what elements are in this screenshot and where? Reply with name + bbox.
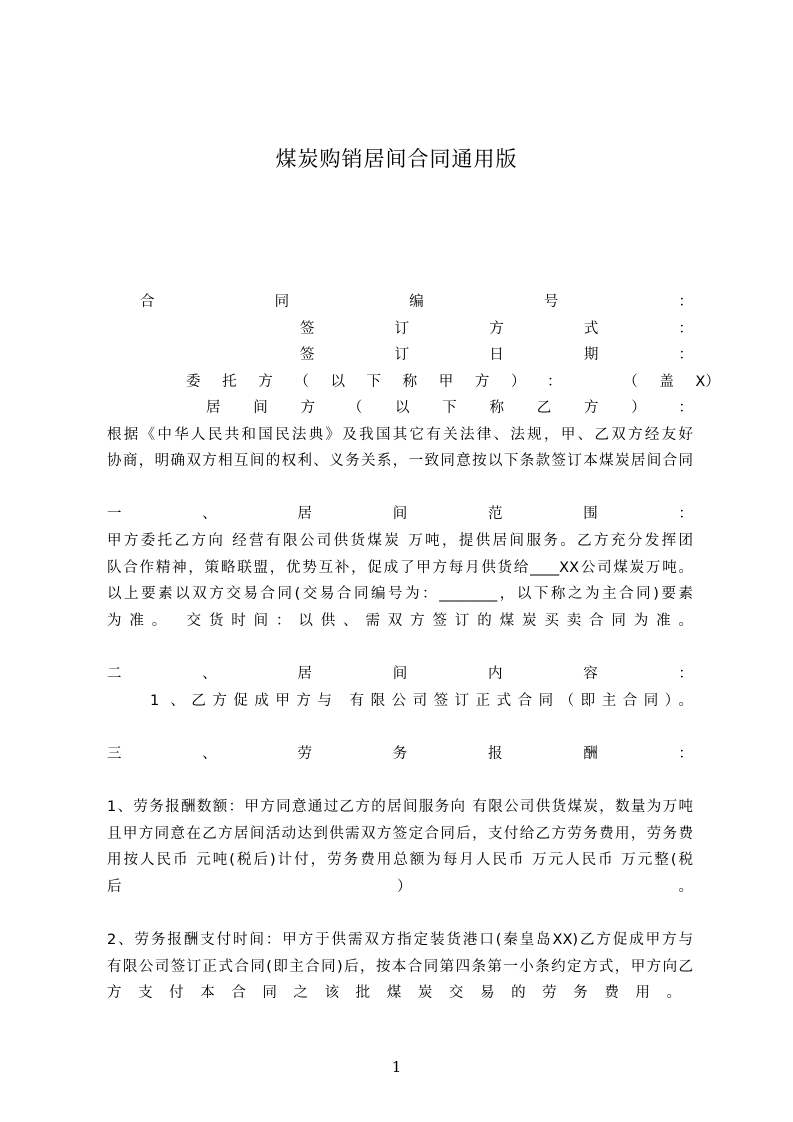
- heading-char: 报: [488, 746, 503, 762]
- paragraph-line: 以上要素以双方交易合同(交易合同编号为：________，以下称之为主合同)要素: [107, 586, 693, 602]
- contract-number-field: [140, 292, 693, 312]
- heading-char: 居: [297, 666, 312, 682]
- heading-char: 内: [488, 666, 503, 682]
- field-char: 乙: [536, 400, 552, 416]
- field-char: 盖: [659, 374, 674, 390]
- heading-char: 一: [107, 506, 122, 522]
- field-char: 方: [489, 321, 504, 337]
- clause-line: 用按人民币 元吨(税后)计付，劳务费用总额为每月人民币 万元人民币 万元整(税: [107, 852, 693, 868]
- clause-char: 后: [107, 879, 122, 895]
- clause-line: 且甲方同意在乙方居间活动达到供需双方签定合同后，支付给乙方劳务费用，劳务费: [107, 826, 693, 842]
- heading-char: 围: [583, 506, 598, 522]
- field-char: 期: [583, 347, 599, 363]
- section-heading-content: [107, 664, 693, 684]
- page-number: 1: [391, 1058, 402, 1076]
- section-heading-scope: [107, 504, 693, 524]
- field-char: 号: [543, 294, 559, 310]
- field-char: （: [623, 374, 638, 390]
- field-char: 方: [584, 400, 599, 416]
- field-char: 同: [274, 294, 290, 310]
- field-char: 日: [489, 347, 504, 363]
- field-char: ：: [678, 347, 693, 363]
- field-char: 以: [330, 374, 345, 390]
- field-char: （: [347, 400, 363, 416]
- intro-line: 协商，明确双方相互间的权利、义务关系，一致同意按以下条款签订本煤炭居间合同: [107, 453, 693, 469]
- field-char: ）: [510, 374, 526, 390]
- intro-line: 根据《中华人民共和国民法典》及我国其它有关法律、法规，甲、乙双方经友好: [107, 427, 693, 443]
- sign-date-field: [300, 345, 693, 365]
- document-title: 煤炭购销居间合同通用版: [275, 147, 518, 171]
- field-char: ）: [631, 400, 646, 416]
- client-party-field: [186, 372, 720, 392]
- field-char: 方: [300, 400, 315, 416]
- clause-line: 有限公司签订正式合同(即主合同)后，按本合同第四条第一小条约定方式，甲方向乙: [107, 959, 693, 975]
- field-char: ：: [678, 400, 693, 416]
- paragraph-line: 为准。 交货时间：以供、需双方签订的煤炭买卖合同为准。: [107, 613, 693, 629]
- field-char: 式: [583, 321, 599, 337]
- clause-line: 2、劳务报酬支付时间：甲方于供需双方指定装货港口(秦皇岛XX)乙方促成甲方与: [107, 932, 693, 948]
- field-char: 方: [258, 374, 273, 390]
- heading-char: 、: [202, 746, 217, 762]
- heading-char: 、: [202, 506, 217, 522]
- heading-char: 居: [297, 506, 312, 522]
- paragraph-line: 队合作精神，策略联盟，优势互补，促成了甲方每月供货给____XX公司煤炭万吨。: [107, 560, 693, 576]
- field-char: 签: [300, 321, 315, 337]
- field-char: 编: [409, 294, 424, 310]
- heading-char: ：: [678, 746, 693, 762]
- heading-char: 、: [202, 666, 217, 682]
- heading-char: ：: [678, 506, 693, 522]
- field-char: 居: [206, 400, 221, 416]
- heading-char: 间: [392, 666, 408, 682]
- heading-char: 容: [583, 666, 598, 682]
- section-heading-remuneration: [107, 744, 693, 764]
- heading-char: 范: [488, 506, 503, 522]
- field-char: 签: [300, 347, 315, 363]
- field-char: 称: [489, 400, 504, 416]
- field-char: 下: [442, 400, 457, 416]
- field-char: 间: [253, 400, 268, 416]
- field-char: 托: [222, 374, 237, 390]
- heading-char: 劳: [297, 746, 312, 762]
- heading-char: 酬: [583, 746, 598, 762]
- field-char: 方: [474, 374, 490, 390]
- broker-party-field: [206, 398, 693, 418]
- field-char: 甲: [438, 374, 454, 390]
- field-char: 委: [186, 374, 201, 390]
- field-char: ：: [678, 294, 693, 310]
- heading-char: 二: [107, 666, 122, 682]
- heading-char: ：: [678, 666, 693, 682]
- field-char: ：: [547, 374, 562, 390]
- clause-line: 方支付本合同之该批煤炭交易的劳务费用。: [107, 985, 693, 1001]
- field-char: 以: [395, 400, 410, 416]
- field-char: 合: [140, 294, 155, 310]
- heading-char: 间: [392, 506, 408, 522]
- paragraph-line: 1 、乙方促成甲方与 有限公司签订正式合同（即主合同）。: [150, 693, 693, 709]
- paragraph-line: 甲方委托乙方向 经营有限公司供货煤炭 万吨，提供居间服务。乙方充分发挥团: [107, 533, 693, 549]
- clause-char: ）: [397, 879, 412, 895]
- clause-line: 1、劳务报酬数额：甲方同意通过乙方的居间服务向 有限公司供货煤炭，数量为万吨: [107, 799, 693, 815]
- field-char: 订: [394, 321, 410, 337]
- clause-char: 。: [678, 879, 693, 895]
- field-char: X）: [695, 374, 720, 390]
- field-char: 下: [366, 374, 382, 390]
- field-char: （: [294, 374, 309, 390]
- sign-method-field: [300, 319, 693, 339]
- field-char: 订: [394, 347, 410, 363]
- heading-char: 三: [107, 746, 122, 762]
- field-char: ：: [678, 321, 693, 337]
- heading-char: 务: [392, 746, 408, 762]
- field-char: 称: [402, 374, 418, 390]
